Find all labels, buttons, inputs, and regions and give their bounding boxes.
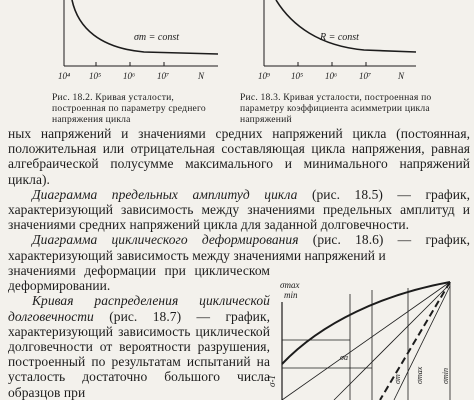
paragraph-3 [8,232,470,262]
body-text-wide [8,126,470,263]
paragraph-3-term: Диаграмма циклического деформирования [32,232,299,248]
fig-18-3-tick-3: 10⁷ [359,71,372,81]
fig-18-5-label-sigma-m: σm [393,374,402,384]
body-text-narrow [8,263,270,400]
fig-18-3-tick-1: 10⁵ [291,71,304,81]
fig-18-2-tick-2: 10⁶ [123,71,136,81]
paragraph-3-text: (рис. 18.6) — график, характеризующий зависимость между значениями напряжений и [8,232,470,263]
fig-18-5-axis-label-top: σmax [280,280,300,290]
paragraph-4 [8,293,270,399]
figure-18-3-caption: Рис. 18.3. Кривая усталости, построенная по параметру коэффициента асимметрии цикла напряжений [240,92,432,125]
fig-18-2-tick-3: 10⁷ [157,71,170,81]
paragraph-2 [8,187,470,233]
fig-18-2-curve-label: σm = const [134,32,180,43]
paragraph-4-term: Кривая распределения циклической долговечности [8,293,270,324]
fig-18-2-tick-4: N [198,71,205,81]
figure-18-3 [240,0,420,96]
fig-18-5-label-sigma-min: σmin [441,368,450,384]
fig-18-3-tick-2: 10⁶ [325,71,338,81]
fig-18-2-tick-0: 10⁴ [58,71,71,81]
paragraph-3-tail: значениями деформации при циклическом деформировании. [8,263,270,294]
figure-18-5 [267,276,470,400]
fig-18-2-fatigue-curve [72,0,218,54]
paragraph-1: ных напряжений и значениями средних напряжений цикла (постоянная, положительная или отрицательная составляющая цикла напряжения, равная алгебраической полусумме максимального и минимального напряжений цикла). [8,126,470,187]
fig-18-5-label-sigma-a: σa [340,353,348,362]
figure-18-2-caption: Рис. 18.2. Кривая усталости, построенная по параметру среднего напряжения цикла [52,92,206,125]
figure-18-2 [48,0,220,96]
fig-18-5-left-label: σ-1 [267,375,277,387]
fig-18-2-tick-1: 10⁵ [89,71,102,81]
fig-18-5-label-sigma-max: σmax [415,366,424,384]
paragraph-2-term: Диаграмма предельных амплитуд цикла [32,186,298,202]
fig-18-3-curve-label: R = const [320,32,359,43]
fig-18-3-tick-0: 10⁹ [258,71,271,81]
fig-18-3-fatigue-curve [276,0,416,52]
paragraph-4-text: (рис. 18.7) — график, характеризующий зависимость циклической долговечности от вероятности разрушения, построенный по результатам испытаний на усталость достаточно большого числа образцов при [8,308,270,400]
fig-18-3-tick-4: N [398,71,405,81]
fig-18-5-axis-label-bottom: min [284,290,298,300]
paragraph-2-text: (рис. 18.5) — график, характеризующий зависимость между значениями предельных амплитуд и значениями средних напряжений цикла для заданной долговечности. [8,186,470,233]
